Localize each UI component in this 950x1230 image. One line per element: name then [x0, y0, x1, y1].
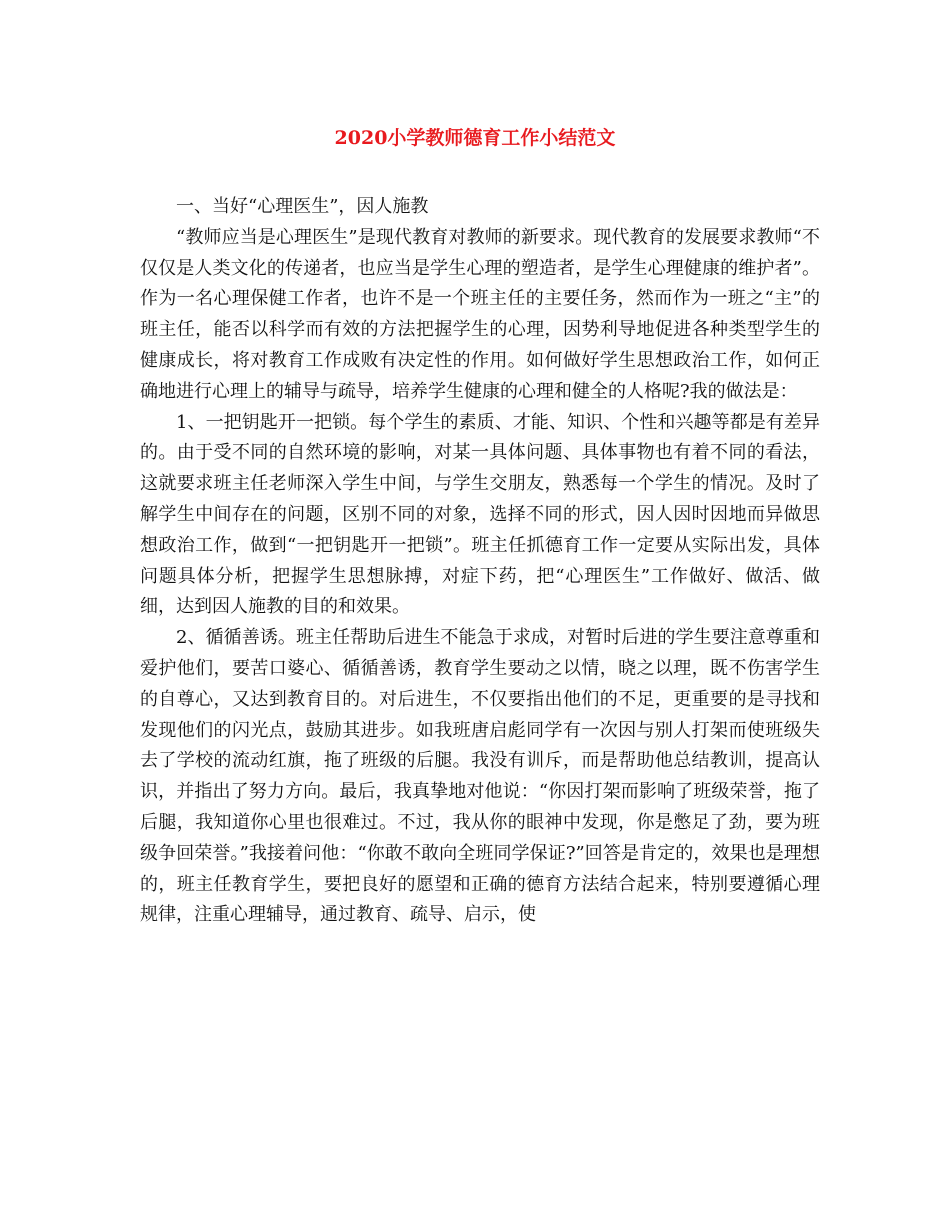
paragraph: 1、一把钥匙开一把锁。每个学生的素质、才能、知识、个性和兴趣等都是有差异的。由于受不同的自然环境的影响，对某一具体问题、具体事物也有着不同的看法，这就要求班主任老师深入学生中间，与学生交朋友，熟悉每一个学生的情况。及时了解学生中间存在的问题，区别不同的对象，选择不同的形式，因人因时因地而异做思想政治工作，做到“一把钥匙开一把锁”。班主任抓德育工作一定要从实际出发，具体问题具体分析，把握学生思想脉搏，对症下药，把“心理医生”工作做好、做活、做细，达到因人施教的目的和效果。: [140, 411, 820, 618]
section-heading: 一、当好“心理医生”，因人施教: [176, 196, 429, 217]
document-body: [140, 192, 820, 931]
document-title: 2020小学教师德育工作小结范文: [334, 127, 616, 149]
paragraph: “教师应当是心理医生”是现代教育对教师的新要求。现代教育的发展要求教师“不仅仅是人类文化的传递者，也应当是学生心理的塑造者，是学生心理健康的维护者”。作为一名心理保健工作者，也许不是一个班主任的主要任务，然而作为一班之“主”的班主任，能否以科学而有效的方法把握学生的心理，因势利导地促进各种类型学生的健康成长，将对教育工作成败有决定性的作用。如何做好学生思想政治工作，如何正确地进行心理上的辅导与疏导，培养学生健康的心理和健全的人格呢?我的做法是：: [140, 226, 820, 402]
paragraph: 2、循循善诱。班主任帮助后进生不能急于求成，对暂时后进的学生要注意尊重和爱护他们，要苦口婆心、循循善诱，教育学生要动之以情，晓之以理，既不伤害学生的自尊心，又达到教育目的。对后进生，不仅要指出他们的不足，更重要的是寻找和发现他们的闪光点，鼓励其进步。如我班唐启彪同学有一次因与别人打架而使班级失去了学校的流动红旗，拖了班级的后腿。我没有训斥，而是帮助他总结教训，提高认识，并指出了努力方向。最后，我真挚地对他说：“你因打架而影响了班级荣誉，拖了后腿，我知道你心里也很难过。不过，我从你的眼神中发现，你是憋足了劲，要为班级争回荣誉。”我接着问他：“你敢不敢向全班同学保证?”回答是肯定的，效果也是理想的，班主任教育学生，要把良好的愿望和正确的德育方法结合起来，特别要遵循心理规律，注重心理辅导，通过教育、疏导、启示，使: [140, 627, 820, 926]
